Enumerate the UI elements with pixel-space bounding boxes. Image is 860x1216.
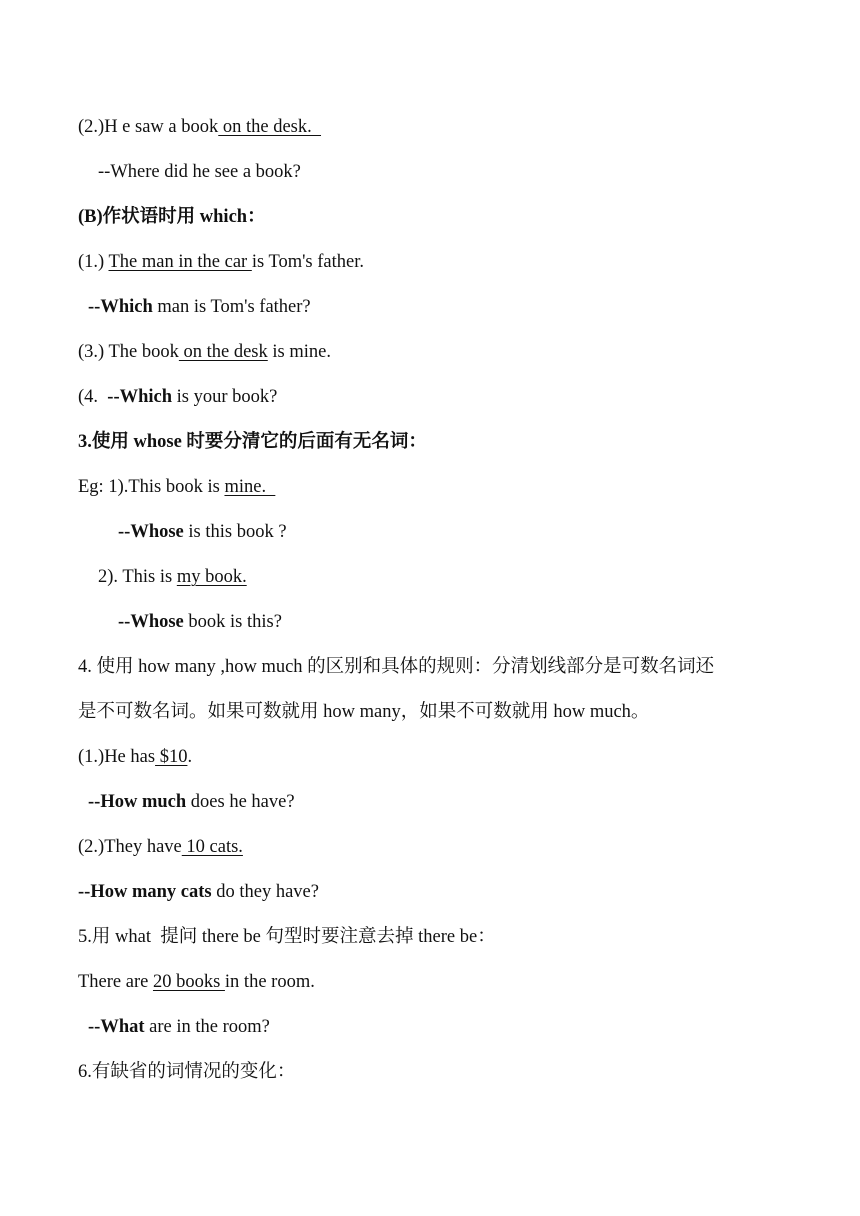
heading-text: 5.用 what 提问 there be 句型时要注意去掉 there be： — [78, 927, 496, 947]
section-heading — [78, 205, 266, 229]
question-sentence — [78, 385, 277, 409]
question-sentence — [88, 295, 311, 319]
example-sentence — [98, 565, 247, 589]
sentence-text: man is Tom's father? — [152, 297, 311, 317]
sentence-text: is Tom's father. — [251, 252, 364, 272]
question-sentence — [88, 1015, 270, 1039]
question-sentence — [98, 160, 301, 184]
question-word: --Which — [88, 297, 153, 317]
sentence-text: are in the room? — [144, 1017, 270, 1037]
section-heading — [78, 430, 427, 454]
rule-paragraph-line — [78, 655, 714, 679]
sentence-text: does he have? — [186, 792, 295, 812]
paragraph-text: 4. 使用 how many ,how much 的区别和具体的规则：分清划线部分是可数名词还 — [78, 657, 715, 677]
question-word: --Whose — [118, 522, 184, 542]
sentence-text: in the room. — [224, 972, 315, 992]
sentence-text: There are — [78, 972, 153, 992]
example-sentence — [78, 970, 315, 994]
example-sentence — [78, 250, 364, 274]
sentence-text: book is this? — [183, 612, 282, 632]
sentence-text: (1.)He has — [78, 747, 156, 767]
underlined-phrase: The man in the car — [108, 252, 252, 272]
question-word: --What — [88, 1017, 145, 1037]
underlined-phrase: mine. — [224, 477, 276, 497]
sentence-text: is your book? — [172, 387, 278, 407]
example-sentence — [78, 835, 243, 859]
sentence-text: 2). This is — [98, 567, 177, 587]
sentence-text: (2.)They have — [78, 837, 182, 857]
question-word: --Which — [107, 387, 173, 407]
question-sentence — [78, 880, 319, 904]
sentence-text: Eg: 1).This book is — [78, 477, 225, 497]
rule-paragraph-line — [78, 700, 649, 724]
question-word: --How many cats — [78, 882, 212, 902]
question-word: --Whose — [118, 612, 184, 632]
sentence-text: . — [187, 747, 193, 767]
question-word: --How much — [88, 792, 187, 812]
underlined-phrase: 20 books — [152, 972, 225, 992]
question-sentence — [118, 610, 282, 634]
section-heading — [78, 1060, 295, 1084]
section-heading — [78, 925, 496, 949]
example-sentence — [78, 475, 275, 499]
sentence-text: (1.) — [78, 252, 109, 272]
underlined-phrase: on the desk. — [218, 117, 322, 137]
underlined-phrase: on the desk — [178, 342, 268, 362]
sentence-text: (3.) The book — [78, 342, 179, 362]
example-sentence — [78, 340, 331, 364]
heading-text: (B)作状语时用 which： — [78, 207, 266, 227]
underlined-phrase: 10 cats. — [181, 837, 243, 857]
underlined-phrase: $10 — [155, 747, 188, 767]
sentence-text: is mine. — [267, 342, 331, 362]
question-sentence — [88, 790, 295, 814]
sentence-text: do they have? — [211, 882, 319, 902]
question-sentence — [118, 520, 287, 544]
paragraph-text: 是不可数名词。如果可数就用 how many，如果不可数就用 how much。 — [78, 702, 650, 722]
heading-text: 6.有缺省的词情况的变化： — [78, 1062, 296, 1082]
underlined-phrase: my book. — [176, 567, 247, 587]
sentence-text: (2.)H e saw a book — [78, 117, 219, 137]
example-sentence — [78, 745, 192, 769]
sentence-text: is this book ? — [183, 522, 287, 542]
heading-text: 3.使用 whose 时要分清它的后面有无名词： — [78, 432, 427, 452]
example-sentence — [78, 115, 321, 139]
sentence-text: --Where did he see a book? — [98, 162, 301, 182]
sentence-text: (4. — [78, 387, 108, 407]
